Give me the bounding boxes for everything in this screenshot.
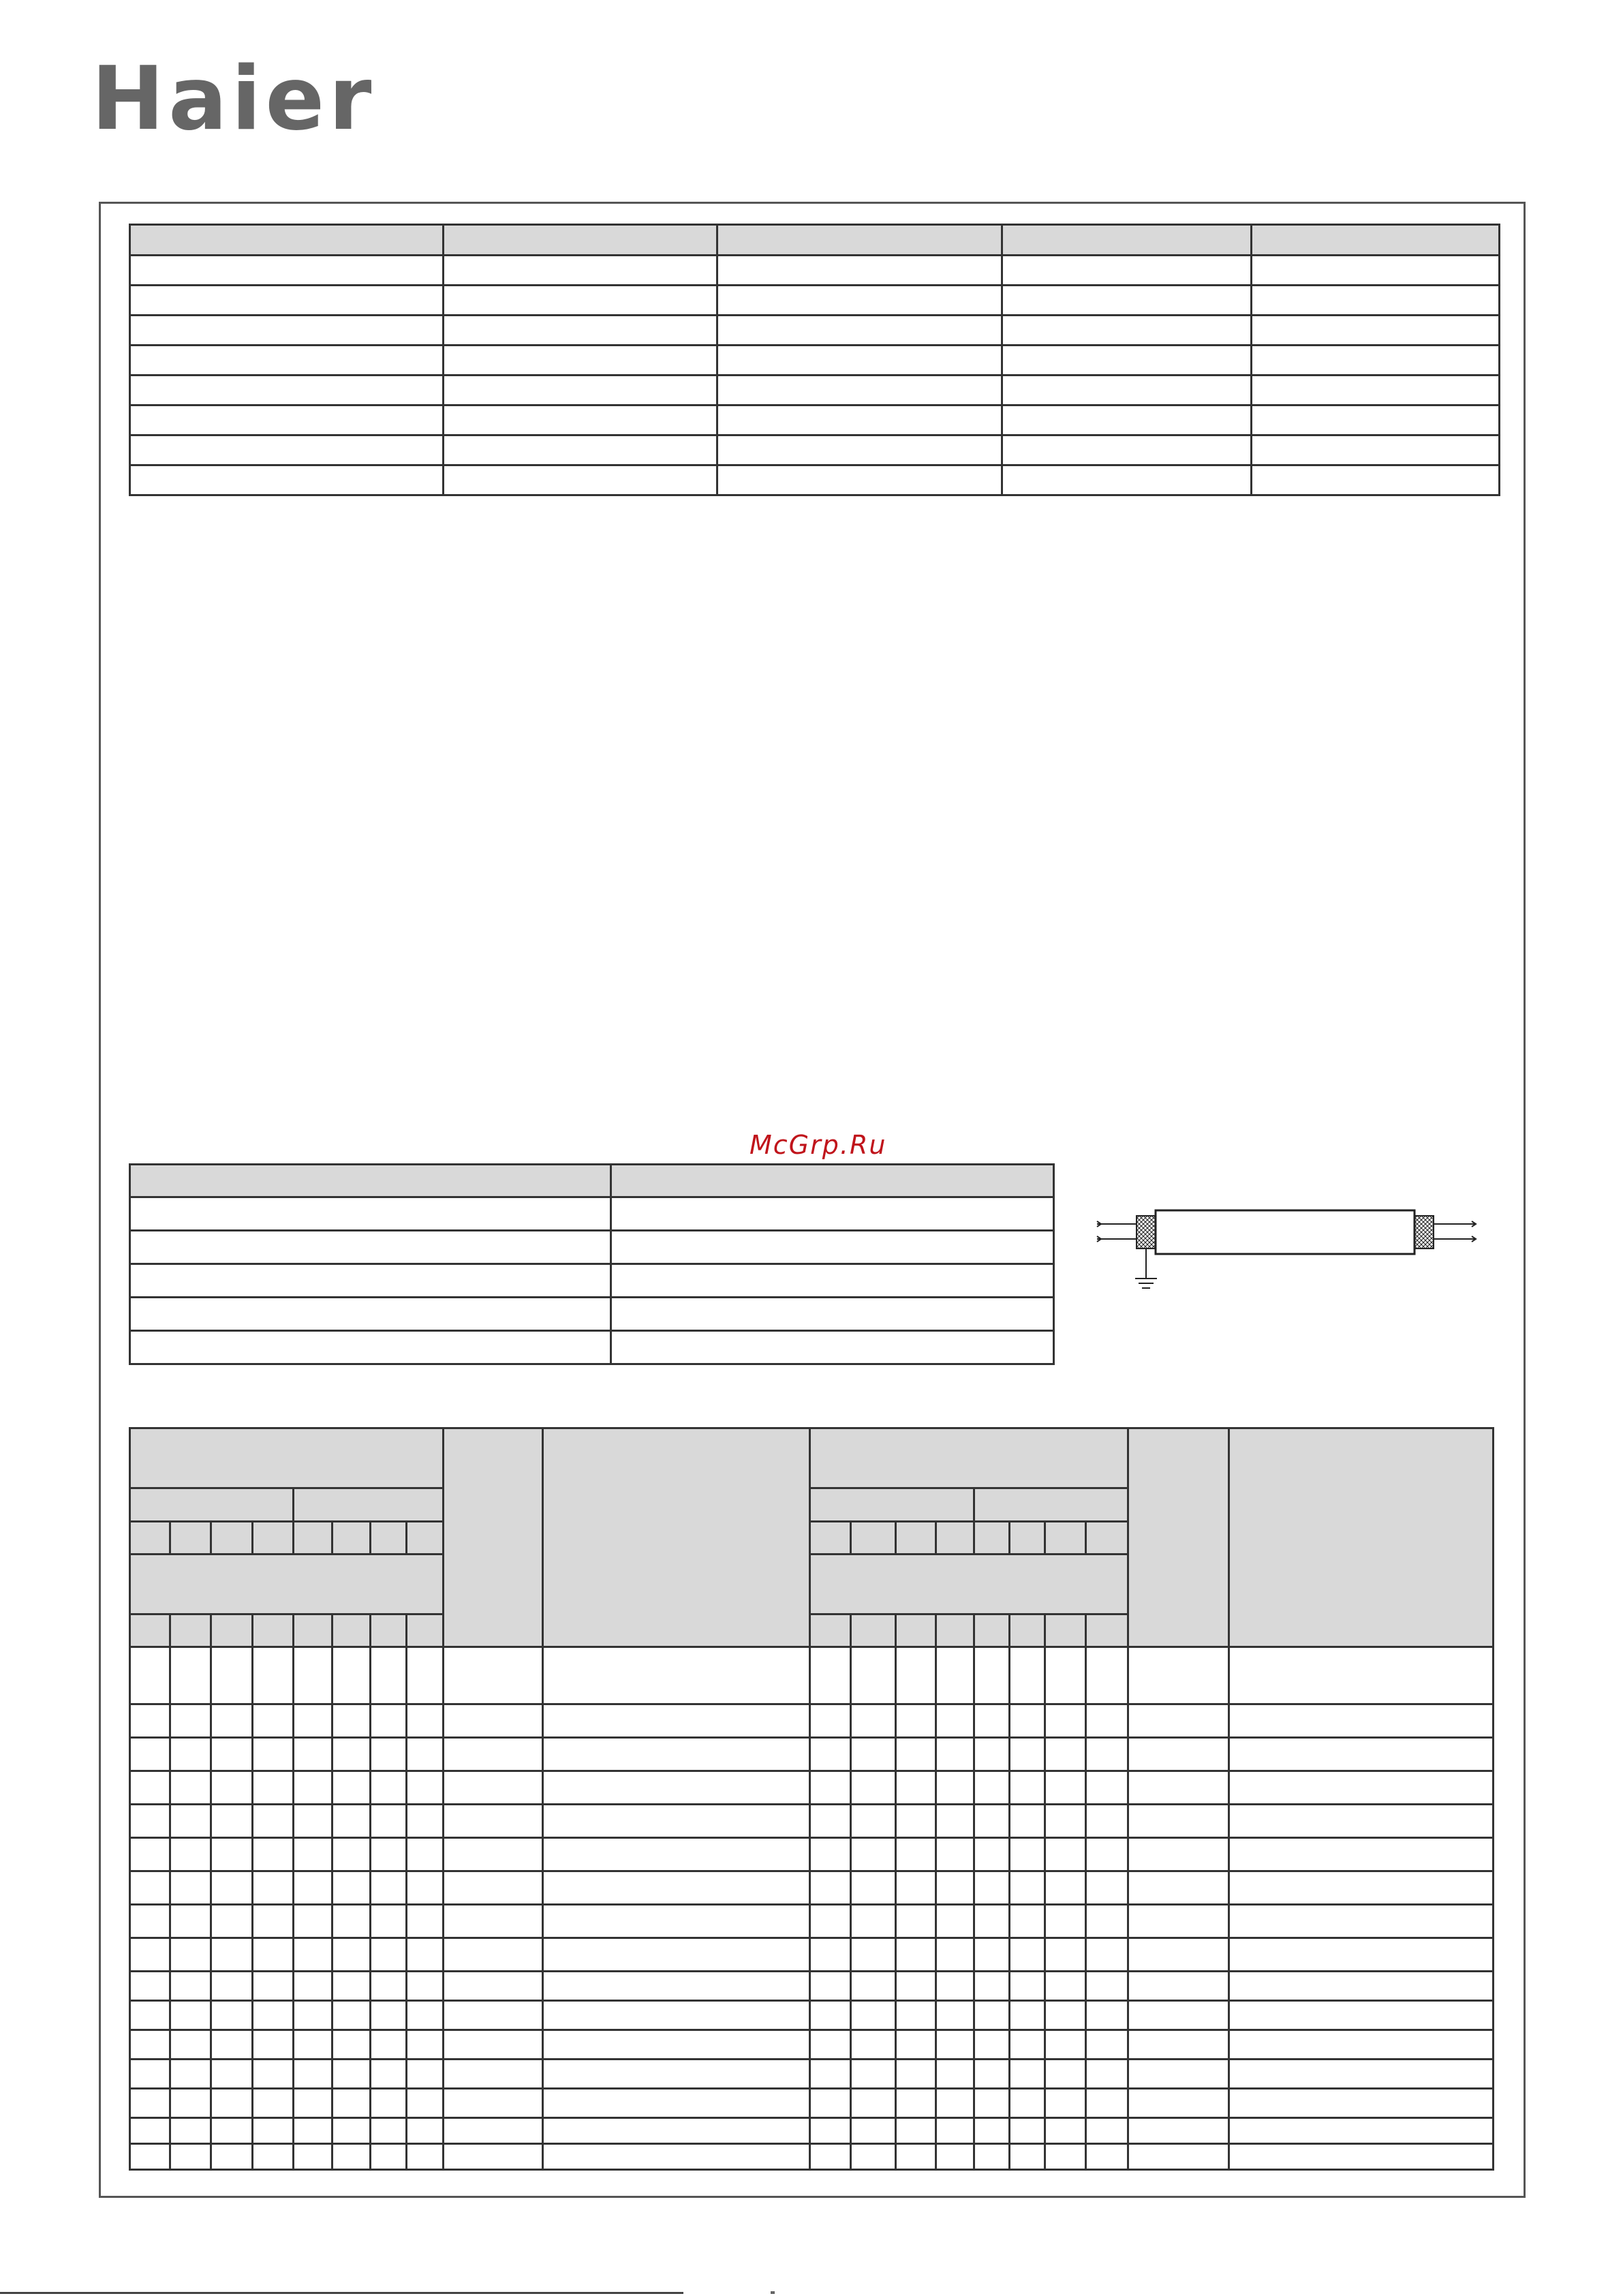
table-row: [130, 1905, 1494, 1938]
top-table: [129, 224, 1500, 496]
shield-braid-left: [1137, 1216, 1156, 1249]
table-row: [130, 1805, 1494, 1838]
header-col-right-b: [1229, 1428, 1494, 1647]
table-row: [130, 2144, 1494, 2170]
footer-rule: [0, 2292, 683, 2294]
cable-wire-left: [1097, 1221, 1137, 1242]
table-row: [130, 1647, 1494, 1704]
table-row: [130, 465, 1500, 495]
table-row: [130, 1838, 1494, 1871]
table-row: [130, 2060, 1494, 2089]
table-row: [130, 405, 1500, 435]
table-row: [130, 1871, 1494, 1905]
header-col-right-a: [1128, 1428, 1229, 1647]
table-row: [130, 1938, 1494, 1972]
table-row: [130, 435, 1500, 465]
table-row: [130, 316, 1500, 346]
table-row: [130, 2089, 1494, 2118]
top-table-header-cell: [1002, 225, 1252, 256]
table-row: [130, 1231, 1054, 1264]
shielded-cable-diagram: [1090, 1204, 1485, 1306]
top-table-header-cell: [130, 225, 444, 256]
table-row: [130, 2030, 1494, 2060]
cable-wire-right: [1434, 1221, 1476, 1242]
table-row: [130, 1264, 1054, 1298]
top-table-header-cell: [1252, 225, 1500, 256]
table-row: [130, 1704, 1494, 1738]
header-col-left-b: [543, 1428, 810, 1647]
bottom-dip-table: [129, 1427, 1494, 2171]
top-table-header-cell: [444, 225, 717, 256]
shield-braid-right: [1415, 1216, 1434, 1249]
haier-logo: Haier: [91, 48, 376, 150]
table-row: [130, 1331, 1054, 1364]
table-row: [130, 2118, 1494, 2144]
header-group-right: [810, 1428, 1128, 1488]
table-row: [130, 346, 1500, 376]
table-row: [130, 1738, 1494, 1771]
table-row: [130, 1771, 1494, 1805]
footer-mark: [771, 2291, 775, 2294]
table-row: [130, 1197, 1054, 1231]
top-table-header-cell: [717, 225, 1002, 256]
table-row: [130, 286, 1500, 316]
header-col-left-a: [444, 1428, 543, 1647]
table-row: [130, 256, 1500, 286]
table-row: [130, 2001, 1494, 2030]
table-row: [130, 1298, 1054, 1331]
middle-table-header-cell: [611, 1165, 1054, 1197]
middle-table-header-cell: [130, 1165, 611, 1197]
table-row: [130, 376, 1500, 405]
ground-symbol: [1135, 1249, 1157, 1288]
table-row: [130, 1972, 1494, 2001]
middle-table: [129, 1163, 1055, 1365]
header-group-left: [130, 1428, 444, 1488]
cable-jacket: [1156, 1210, 1415, 1254]
watermark-text: McGrp.Ru: [749, 1130, 887, 1160]
